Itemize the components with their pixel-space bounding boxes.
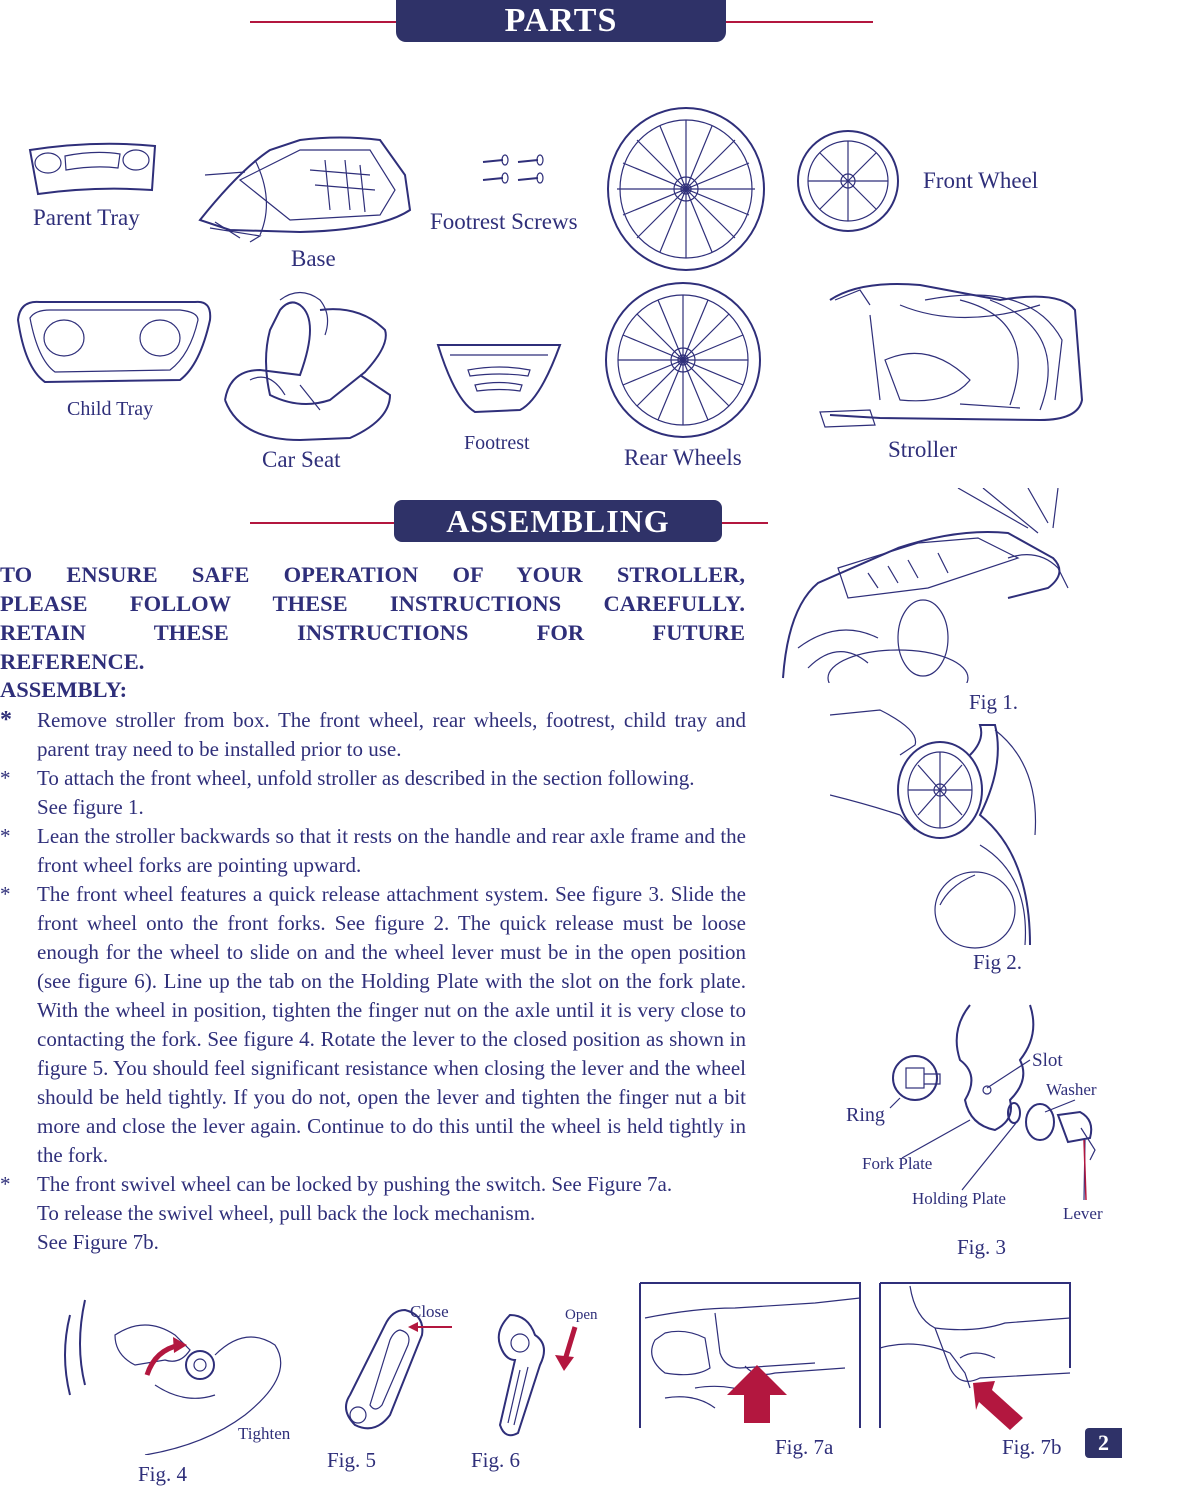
step-bullet: *: [0, 766, 11, 790]
rear-wheel-image-top: [608, 108, 764, 270]
footrest-image: [438, 345, 560, 412]
rear-wheels-label: Rear Wheels: [624, 445, 742, 470]
assembling-rule-right: [718, 522, 768, 524]
front-wheel-label: Front Wheel: [923, 168, 1039, 193]
fig4-tighten-label: Tighten: [238, 1424, 291, 1443]
step-item: [0, 822, 746, 880]
fig3-label-washer: Washer: [1046, 1080, 1097, 1099]
fig7a-caption: Fig. 7a: [775, 1435, 834, 1459]
step-bullet: *: [0, 707, 12, 733]
rear-wheel-image-bottom: [606, 283, 760, 437]
assembling-rule-left: [250, 522, 400, 524]
base-image: [200, 138, 410, 243]
stroller-label: Stroller: [888, 437, 957, 462]
fig6-caption: Fig. 6: [471, 1448, 521, 1472]
fig6-illustration: [480, 1305, 610, 1440]
fig7a-illustration: [635, 1278, 865, 1433]
fig2-illustration: [830, 705, 1070, 950]
fig3-label-lever: Lever: [1063, 1204, 1103, 1223]
fig4-caption: Fig. 4: [138, 1462, 188, 1486]
step-bullet: *: [0, 882, 11, 906]
step-text: To attach the front wheel, unfold stroller as described in the section following. See figure 1.: [37, 766, 695, 819]
stroller-image: [820, 284, 1082, 427]
step-extra-text: See Figure 7b.: [37, 1230, 159, 1254]
fig3-label-fork-plate: Fork Plate: [862, 1154, 933, 1173]
assembly-heading: ASSEMBLY:: [0, 677, 128, 702]
footrest-screws-label: Footrest Screws: [430, 209, 578, 234]
fig3-label-slot: Slot: [1032, 1050, 1063, 1071]
child-tray-label: Child Tray: [67, 398, 154, 420]
warning-line-1: TO ENSURE SAFE OPERATION OF YOUR STROLLER,: [0, 562, 745, 587]
parts-banner: PARTS: [396, 0, 726, 42]
step-item: [0, 880, 746, 1170]
page-number: 2: [1085, 1428, 1122, 1458]
fig7b-caption: Fig. 7b: [1002, 1435, 1062, 1459]
fig1-illustration: [778, 488, 1078, 683]
fig5-illustration: [330, 1305, 460, 1440]
parent-tray-label: Parent Tray: [33, 205, 140, 230]
step-bullet: *: [0, 1172, 11, 1196]
footrest-screws-image: [483, 155, 543, 183]
warning-line-2: PLEASE FOLLOW THESE INSTRUCTIONS CAREFULLY.: [0, 591, 745, 616]
step-item: [0, 764, 746, 822]
fig3-label-holding-plate: Holding Plate: [912, 1189, 1006, 1208]
step-item: [0, 1170, 746, 1257]
step-item: [0, 706, 746, 764]
car-seat-label: Car Seat: [262, 447, 341, 472]
fig5-close-label: Close: [410, 1302, 449, 1321]
step-text: The front swivel wheel can be locked by pushing the switch. See Figure 7a. To release the swivel wheel, pull back the lock mechanism.: [37, 1172, 673, 1225]
car-seat-image: [225, 293, 390, 441]
step-text: The front wheel features a quick release attachment system. See figure 3. Slide the front wheel onto the front forks. See figure 2. The quick release must be loose enough for the wheel to slide on and the wheel lever must be in the open position (see figure 6). Line up the tab on the Holding Plate with the slot on the fork plate. With the wheel in position, tighten the finger nut on the axle until it is very close to contacting the fork. See figure 4. Rotate the lever to the closed position as shown in figure 5. You should feel significant resistance when closing the lever and the wheel should be held tightly. If you do not, open the lever and tighten the finger nut a bit more and close the lever again. Continue to do this until the wheel is held tightly in the fork.: [37, 882, 746, 1167]
child-tray-image: [18, 302, 210, 382]
fig7b-illustration: [875, 1278, 1075, 1433]
warning-line-3: RETAIN THESE INSTRUCTIONS FOR FUTURE: [0, 620, 745, 645]
assembly-steps: [0, 706, 746, 1257]
parts-illustrations: [0, 0, 1190, 480]
step-text: Lean the stroller backwards so that it rests on the handle and rear axle frame and the front wheel forks are pointing upward.: [37, 824, 746, 877]
fig3-label-ring: Ring: [846, 1104, 885, 1126]
fig2-caption: Fig 2.: [973, 950, 1023, 974]
front-wheel-image: [798, 131, 898, 231]
fig1-caption: Fig 1.: [969, 690, 1019, 714]
warning-line-4: REFERENCE.: [0, 649, 145, 674]
fig5-caption: Fig. 5: [327, 1448, 377, 1472]
footrest-label: Footrest: [464, 432, 530, 454]
safety-warning: [0, 560, 745, 676]
parent-tray-image: [30, 144, 155, 194]
assembling-banner: ASSEMBLING: [394, 500, 722, 542]
base-label: Base: [291, 246, 336, 271]
fig6-open-label: Open: [565, 1307, 598, 1323]
fig3-caption: Fig. 3: [957, 1235, 1007, 1259]
step-text: Remove stroller from box. The front wheel, rear wheels, footrest, child tray and parent tray need to be installed prior to use.: [37, 708, 746, 761]
step-bullet: *: [0, 824, 11, 848]
